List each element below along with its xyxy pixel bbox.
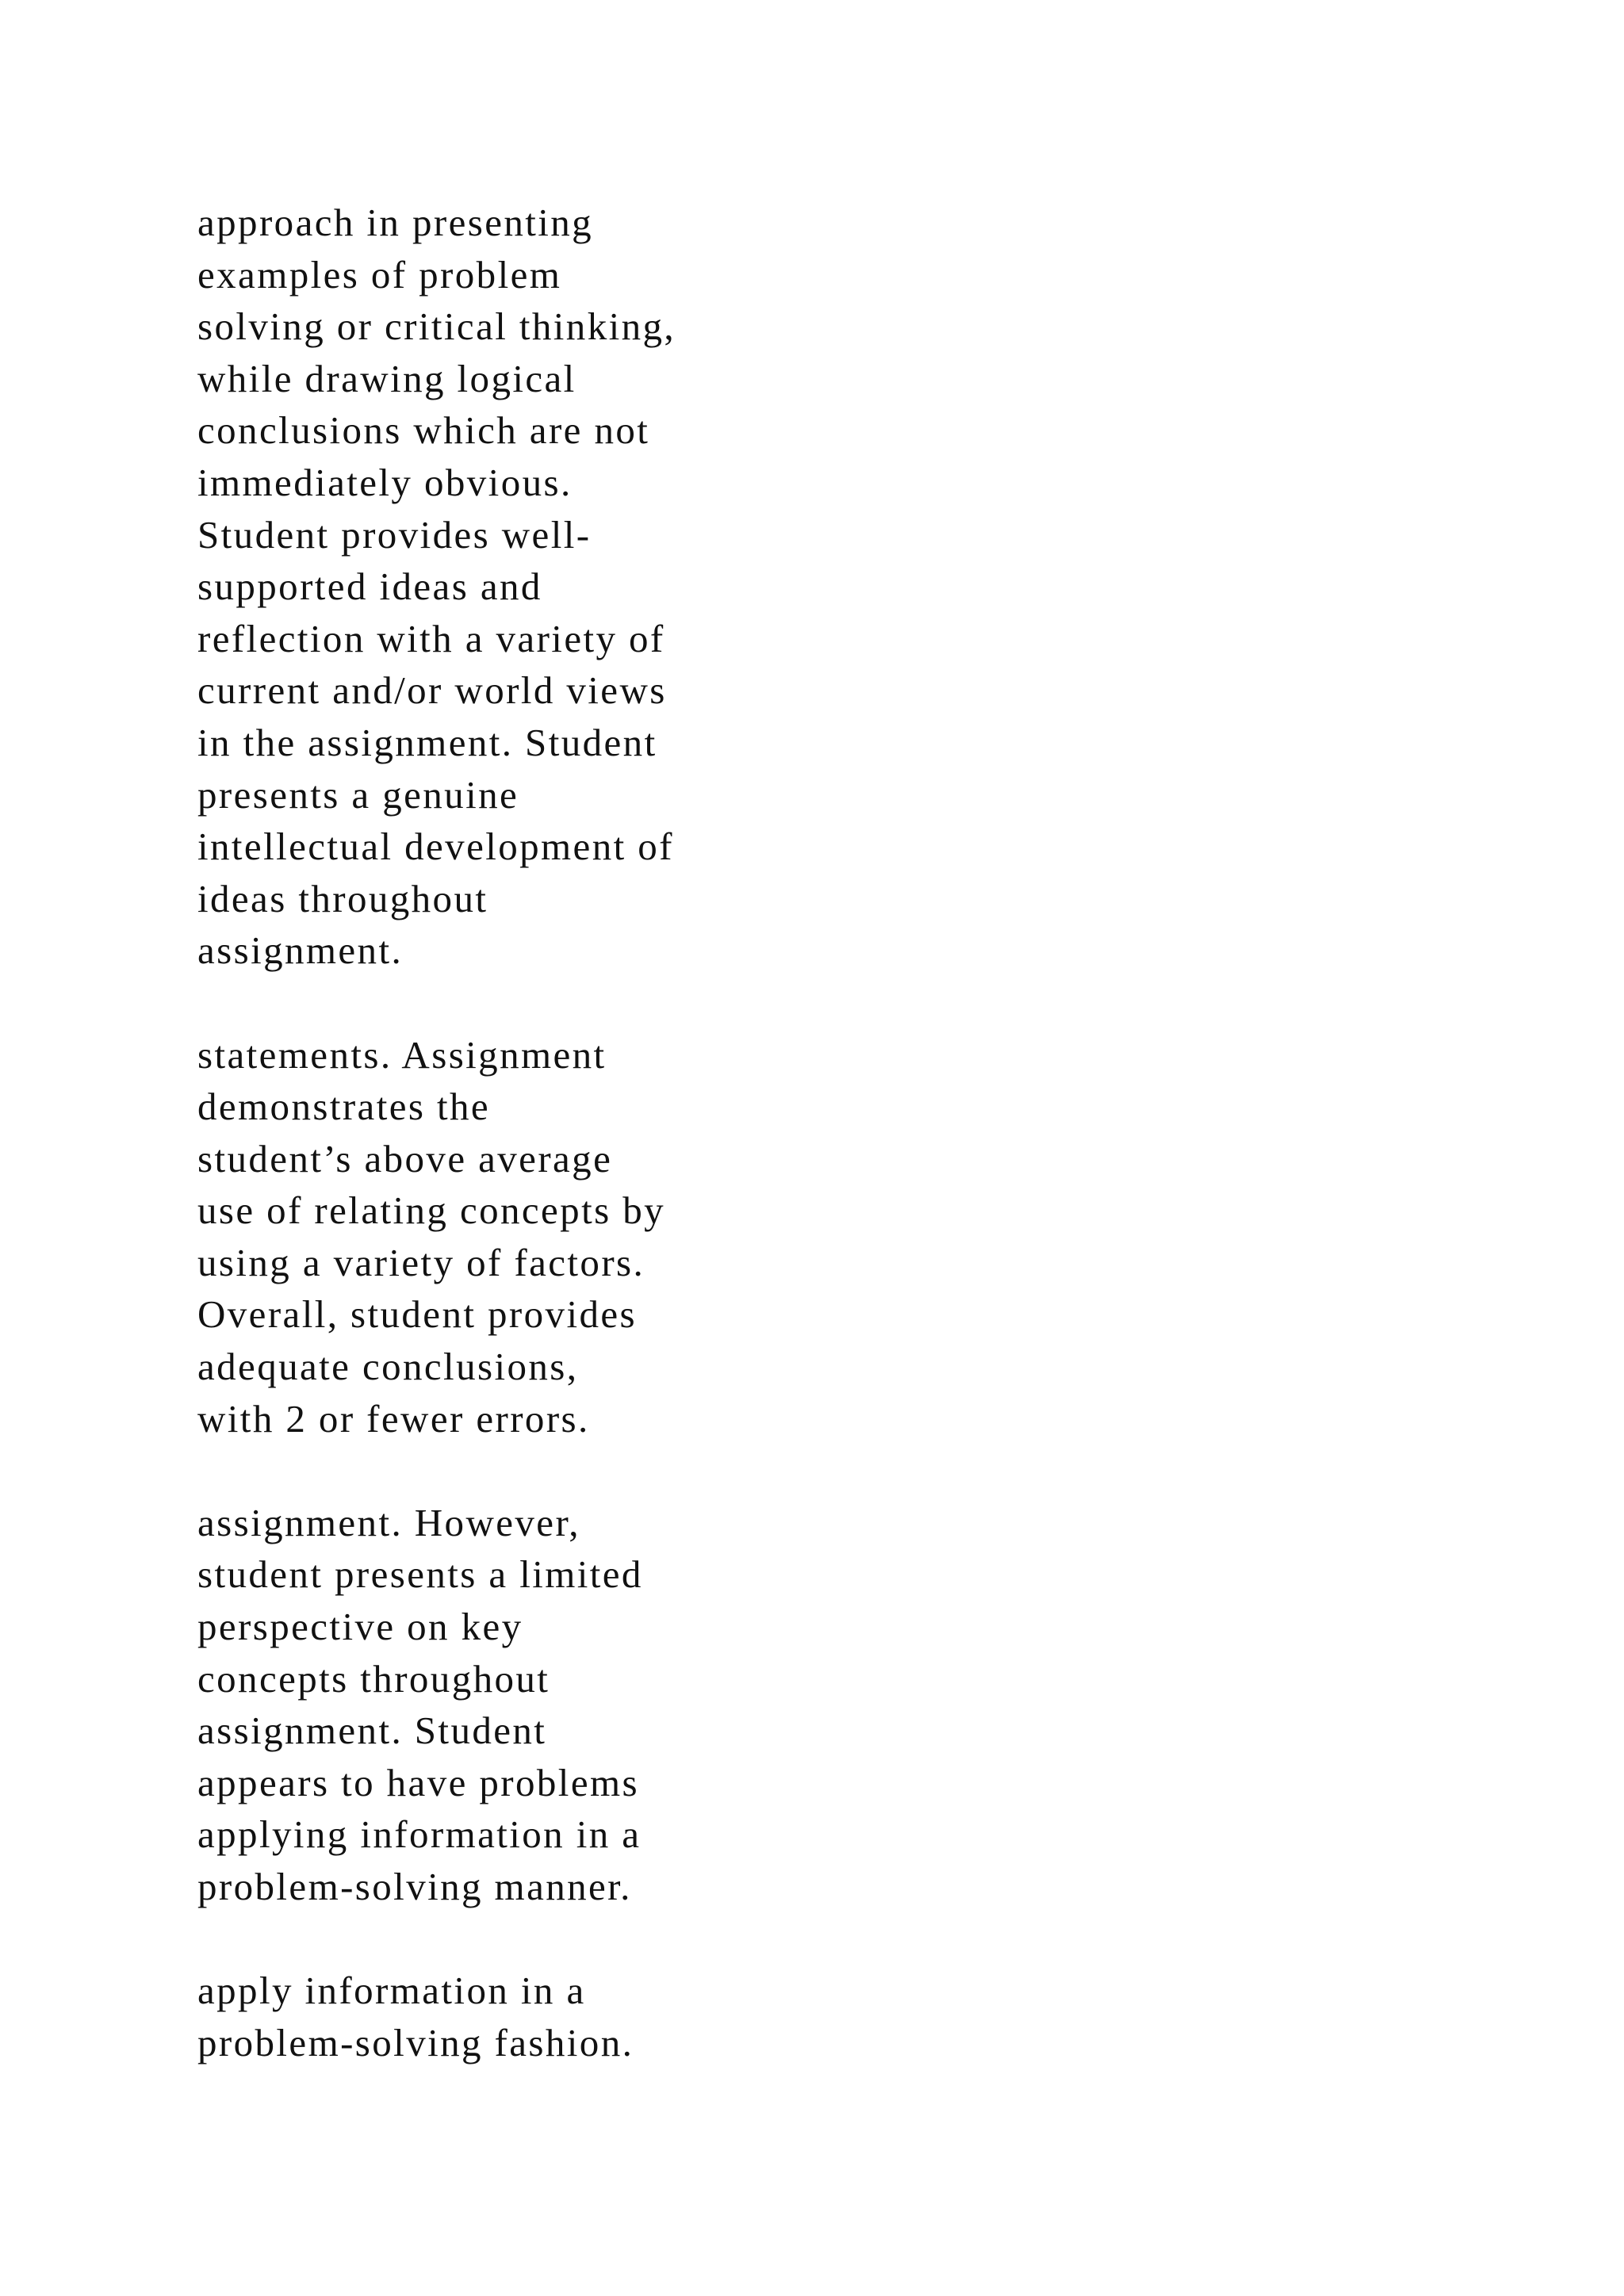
text-line: intellectual development of (197, 825, 674, 869)
text-line: assignment. However, (197, 1500, 580, 1544)
text-line: presents a genuine (197, 772, 519, 817)
paragraph-4 (197, 1965, 800, 2068)
text-line: demonstrates the (197, 1085, 491, 1129)
paragraph-2 (197, 1029, 800, 1445)
text-line: problem-solving manner. (197, 1865, 632, 1908)
text-line: problem-solving fashion. (197, 2020, 634, 2064)
text-line: adequate conclusions, (197, 1345, 579, 1389)
text-column (197, 197, 800, 2121)
text-line: concepts throughout (197, 1656, 550, 1701)
text-line: use of relating concepts by (197, 1188, 666, 1233)
text-line: Student provides well- (197, 512, 592, 557)
text-line: ideas throughout (197, 876, 488, 920)
text-line: immediately obvious. (197, 460, 573, 504)
text-line: current and/or world views (197, 668, 667, 713)
text-line: while drawing logical (197, 356, 576, 400)
text-line: student presents a limited (197, 1552, 643, 1597)
text-line: using a variety of factors. (197, 1240, 645, 1284)
text-line: in the assignment. Student (197, 720, 657, 764)
text-line: assignment. (197, 928, 404, 973)
text-line: solving or critical thinking, (197, 304, 676, 349)
text-line: appears to have problems (197, 1760, 639, 1804)
text-line: approach in presenting (197, 201, 594, 244)
text-line: assignment. Student (197, 1709, 547, 1753)
text-line: apply information in a (197, 1969, 586, 2013)
text-line: applying information in a (197, 1812, 642, 1857)
text-line: with 2 or fewer errors. (197, 1396, 590, 1441)
text-line: statements. Assignment (197, 1032, 607, 1077)
paragraph-1 (197, 197, 800, 977)
text-line: student’s above average (197, 1136, 613, 1181)
text-line: Overall, student provides (197, 1292, 637, 1337)
text-line: perspective on key (197, 1605, 523, 1649)
text-line: supported ideas and (197, 564, 542, 609)
paragraph-3 (197, 1497, 800, 1913)
text-line: examples of problem (197, 252, 562, 297)
text-line: conclusions which are not (197, 408, 650, 453)
text-line: reflection with a variety of (197, 616, 665, 660)
